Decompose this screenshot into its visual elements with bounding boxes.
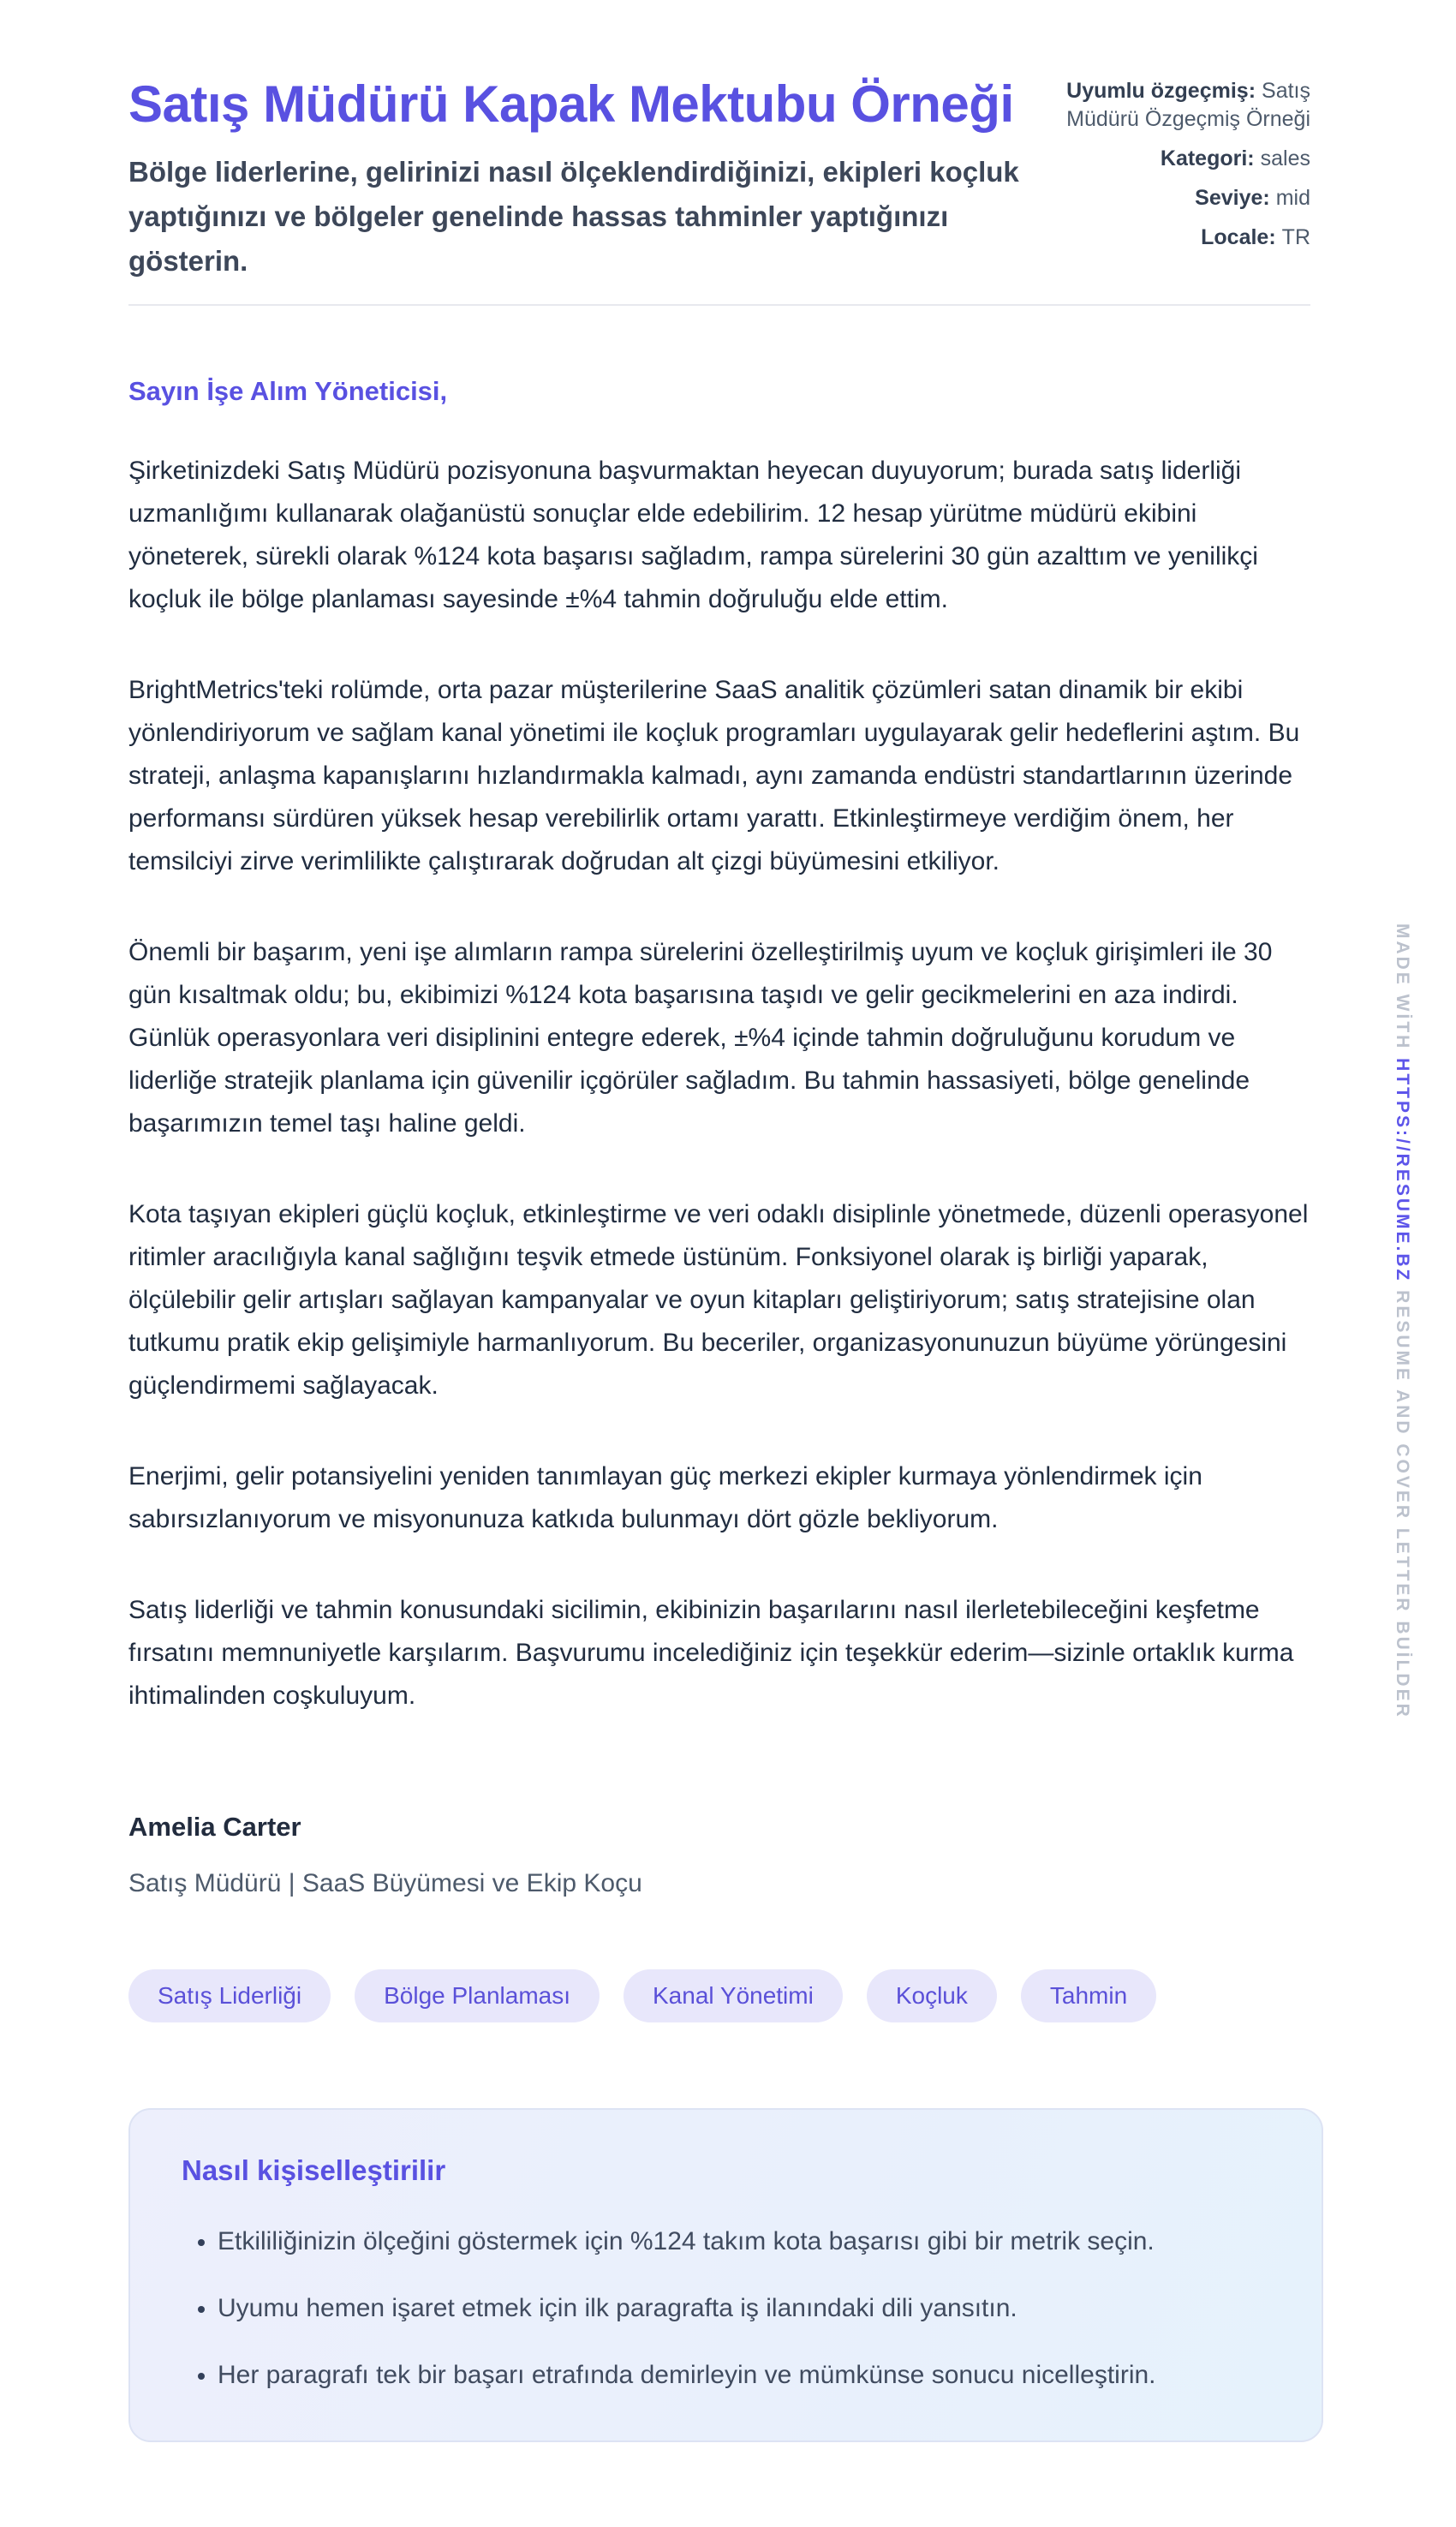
letter-paragraph: Satış liderliği ve tahmin konusundaki sicilimin, ekibinizin başarılarını nasıl ilerletebileceğini keşfetme fırsatını memnuniyetle karşılarım. Başvurumu incelediğiniz için teşekkür ederim—sizinle ortaklık kurma ihtimalinden coşkuluyum. xyxy=(128,1596,1294,1710)
tag-pipeline-management: Kanal Yönetimi xyxy=(624,1969,843,2022)
tag-coaching: Koçluk xyxy=(867,1969,997,2022)
meta-panel xyxy=(1066,77,1310,263)
meta-matching-resume xyxy=(1066,77,1310,134)
watermark-prefix: MADE WİTH xyxy=(1393,923,1412,1059)
tips-list xyxy=(182,2223,1270,2394)
letter-paragraph: Önemli bir başarım, yeni işe alımların rampa sürelerini özelleştirilmiş uyum ve koçluk girişimleri ile 30 gün kısaltmak oldu; bu, ekibimizi %124 kota başarısına taşıdı ve gelir gecikmelerini en aza indirdi. Günlük operasyonlara veri disiplinini entegre ederek, ±%4 içinde tahmin doğruluğunu korudum ve liderliğe stratejik planlama için güvenilir içgörüler sağladım. Bu tahmin hassasiyeti, bölge genelinde başarımızın temel taşı haline geldi. xyxy=(128,938,1273,1138)
tip-item: • Uyumu hemen işaret etmek için ilk paragrafta iş ilanındaki dili yansıtın. xyxy=(218,2290,1270,2327)
meta-label: Locale: xyxy=(1201,225,1276,249)
header-divider xyxy=(128,304,1310,306)
watermark-site-link[interactable]: HTTPS://RESUME.BZ xyxy=(1393,1058,1412,1283)
header-titles xyxy=(128,77,1053,284)
made-with-watermark xyxy=(1393,923,1411,1719)
letter-paragraph: BrightMetrics'teki rolümde, orta pazar müşterilerine SaaS analitik çözümleri satan dinamik bir ekibi yönlendiriyorum ve sağlam kanal yönetimi ile koçluk programları uygulayarak gelir hedeflerini aştım. Bu strateji, anlaşma kapanışlarını hızlandırmakla kalmadı, aynı zamanda endüstri standartlarının üzerinde performansı sürdüren yüksek hesap verebilirlik ortamı yarattı. Etkinleştirmeye verdiğim önem, her temsilciyi zirve verimlilikte çalıştırarak doğrudan alt çizgi büyümesini etkiliyor. xyxy=(128,676,1300,875)
letter-paragraph: Şirketinizdeki Satış Müdürü pozisyonuna başvurmaktan heyecan duyuyorum; burada satış liderliği uzmanlığımı kullanarak olağanüstü sonuçlar elde edebilirim. 12 hesap yürütme müdürü ekibini yöneterek, sürekli olarak %124 kota başarısı sağladım, rampa sürelerini 30 gün azalttım ve yenilikçi koçluk ile bölge planlaması sayesinde ±%4 tahmin doğruluğu elde ettim. xyxy=(128,457,1258,613)
header xyxy=(128,77,1310,284)
tag-sales-leadership: Satış Liderliği xyxy=(128,1969,331,2022)
page-title: Satış Müdürü Kapak Mektubu Örneği xyxy=(128,75,1014,133)
tag-territory-planning: Bölge Planlaması xyxy=(355,1969,600,2022)
letter-paragraph: Kota taşıyan ekipleri güçlü koçluk, etkinleştirme ve veri odaklı disiplinle yönetmede, düzenli operasyonel ritimler aracılığıyla kanal sağlığını teşvik etmede üstünüm. Fonksiyonel olarak iş birliği yaparak, ölçülebilir gelir artışları sağlayan kampanyalar ve oyun kitapları geliştiriyorum; satış stratejisine olan tutkumu pratik ekip gelişimiyle harmanlıyorum. Bu beceriler, organizasyonunuzun büyüme yörüngesini güçlendirmemi sağlayacak. xyxy=(128,1200,1309,1400)
letter-body xyxy=(128,374,1310,1901)
personalization-tips-box xyxy=(128,2108,1323,2442)
page-subtitle: Bölge liderlerine, gelirinizi nasıl ölçeklendirdiğinizi, ekipleri koçluk yaptığınızı ve bölgeler genelinde hassas tahminler yaptığınızı gösterin. xyxy=(128,156,1019,277)
meta-locale xyxy=(1066,224,1310,252)
tag-list xyxy=(128,1969,1310,2022)
signature-name: Amelia Carter xyxy=(128,1812,301,1842)
letter-greeting: Sayın İşe Alım Yöneticisi, xyxy=(128,376,448,406)
meta-label: Kategori: xyxy=(1160,146,1255,170)
meta-category xyxy=(1066,145,1310,173)
meta-value: mid xyxy=(1275,186,1310,210)
meta-level xyxy=(1066,184,1310,212)
meta-label: Seviye: xyxy=(1195,186,1270,210)
tip-item: • Etkililiğinizin ölçeğini göstermek için %124 takım kota başarısı gibi bir metrik seçin. xyxy=(218,2223,1270,2261)
watermark-suffix: RESUME AND COVER LETTER BUİLDER xyxy=(1393,1282,1412,1719)
meta-value: TR xyxy=(1281,225,1310,249)
meta-label: Uyumlu özgeçmiş: xyxy=(1066,79,1256,103)
meta-value: sales xyxy=(1260,146,1310,170)
letter-paragraph: Enerjimi, gelir potansiyelini yeniden tanımlayan güç merkezi ekipler kurmaya yönlendirmek için sabırsızlanıyorum ve misyonunuza katkıda bulunmayı dört gözle bekliyorum. xyxy=(128,1462,1202,1533)
tips-heading: Nasıl kişiselleştirilir xyxy=(182,2154,446,2186)
tip-item: • Her paragrafı tek bir başarı etrafında demirleyin ve mümkünse sonucu nicelleştirin. xyxy=(218,2357,1270,2394)
meta-value: Satış Müdürü Özgeçmiş Örneği xyxy=(1066,79,1310,131)
signature-title: Satış Müdürü | SaaS Büyümesi ve Ekip Koçu xyxy=(128,1869,642,1897)
tag-forecasting: Tahmin xyxy=(1021,1969,1156,2022)
